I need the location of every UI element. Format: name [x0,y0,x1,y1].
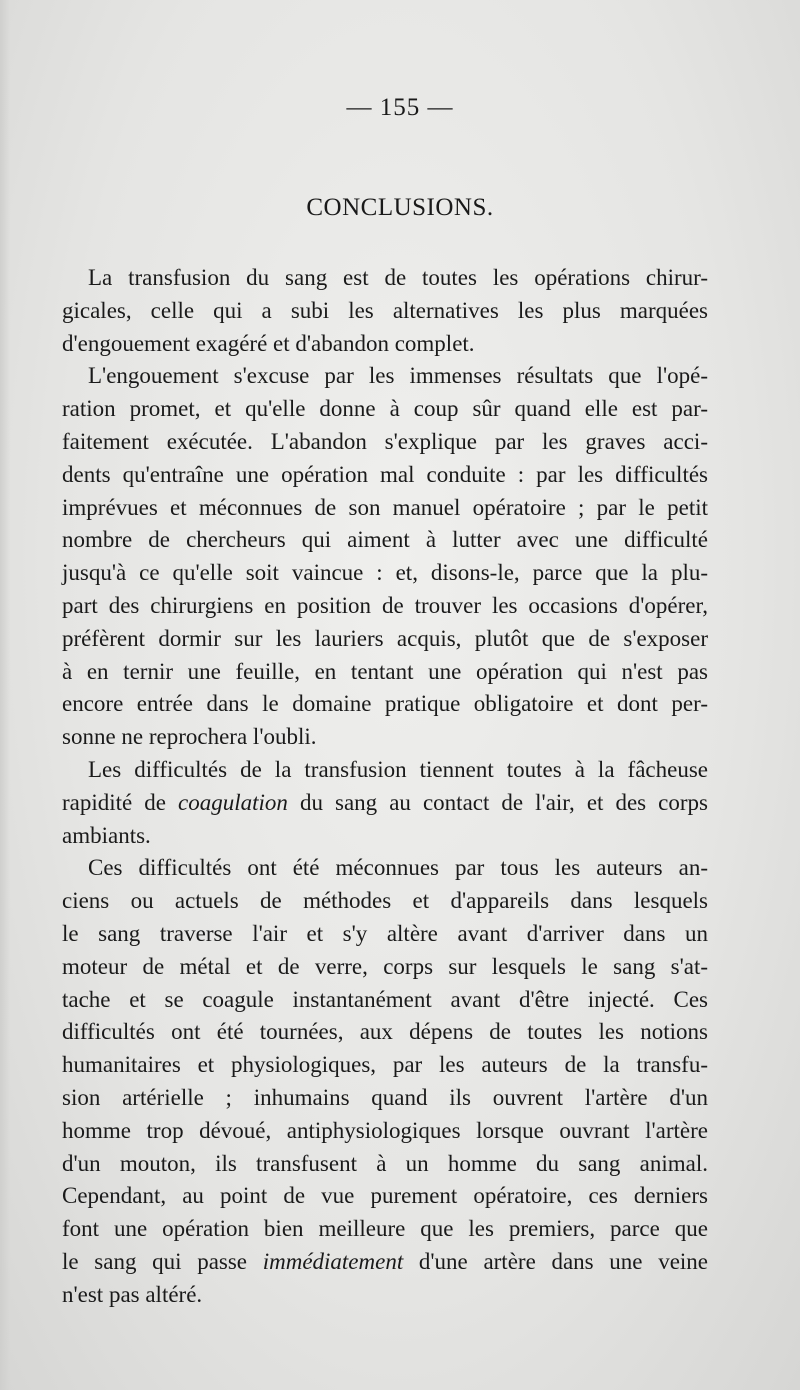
page-number: — 155 — [346,94,454,121]
text-line: dents qu'entraîne une opération mal conduite : par les difficultés [62,461,708,487]
text-line: La transfusion du sang est de toutes les opérations chirur- [88,265,708,290]
text-line: font une opération bien meilleure que les premiers, parce que [62,1216,708,1242]
text-line: le sang traverse l'air et s'y altère avant d'arriver dans un [62,920,708,946]
body-text [62,262,708,1312]
text-fragment: d'une artère dans une veine [418,1248,708,1274]
text-line: ration promet, et qu'elle donne à coup sûr quand elle est par- [62,396,708,422]
section-heading: CONCLUSIONS. [306,194,494,221]
text-line: imprévues et méconnues de son manuel opératoire ; par le petit [62,494,708,520]
text-line: nombre de chercheurs qui aiment à lutter avec une difficulté [62,527,708,553]
text-line: Ces difficultés ont été méconnues par tous les auteurs an- [88,855,708,881]
text-line: Cependant, au point de vue purement opératoire, ces derniers [62,1183,708,1209]
text-line: d'engouement exagéré et d'abandon complet. [62,330,475,356]
text-line: part des chirurgiens en position de trouver les occasions d'opérer, [62,592,708,618]
text-fragment: du sang au contact de l'air, et des corps [299,789,708,815]
text-line: tache et se coagule instantanément avant d'être injecté. Ces [62,986,708,1012]
text-line: d'un mouton, ils transfusent à un homme du sang animal. [62,1150,708,1176]
text-line: humanitaires et physiologiques, par les auteurs de la transfu- [62,1052,708,1078]
text-line: préfèrent dormir sur les lauriers acquis, plutôt que de s'exposer [62,625,708,651]
text-line: sion artérielle ; inhumains quand ils ouvrent l'artère d'un [62,1084,708,1110]
italic-term: immédiatement [262,1248,404,1274]
text-line: n'est pas altéré. [62,1281,203,1307]
text-line: difficultés ont été tournées, aux dépens de toutes les notions [62,1019,708,1045]
text-line-mixed [62,787,708,820]
text-line: moteur de métal et de verre, corps sur lesquels le sang s'at- [62,953,708,979]
text-line: gicales, celle qui a subi les alternatives les plus marquées [62,297,708,323]
text-line: à en ternir une feuille, en tentant une opération qui n'est pas [62,658,708,684]
text-line: homme trop dévoué, antiphysiologiques lorsque ouvrant l'artère [62,1117,708,1143]
text-line: faitement exécutée. L'abandon s'explique par les graves acci- [62,428,708,454]
text-line: jusqu'à ce qu'elle soit vaincue : et, disons-le, parce que la plu- [62,560,708,586]
text-line: L'engouement s'excuse par les immenses résultats que l'opé- [88,363,708,389]
text-fragment: le sang qui passe [62,1248,248,1274]
text-line-mixed [62,1246,708,1279]
text-line: ambiants. [62,822,151,848]
text-line: ciens ou actuels de méthodes et d'appareils dans lesquels [62,888,708,914]
text-line: sonne ne reprochera l'oubli. [62,724,317,750]
text-fragment: rapidité de [62,789,166,815]
italic-term: coagulation [178,789,288,815]
text-line: encore entrée dans le domaine pratique obligatoire et dont per- [62,691,708,717]
text-line: Les difficultés de la transfusion tiennent toutes à la fâcheuse [88,756,708,782]
